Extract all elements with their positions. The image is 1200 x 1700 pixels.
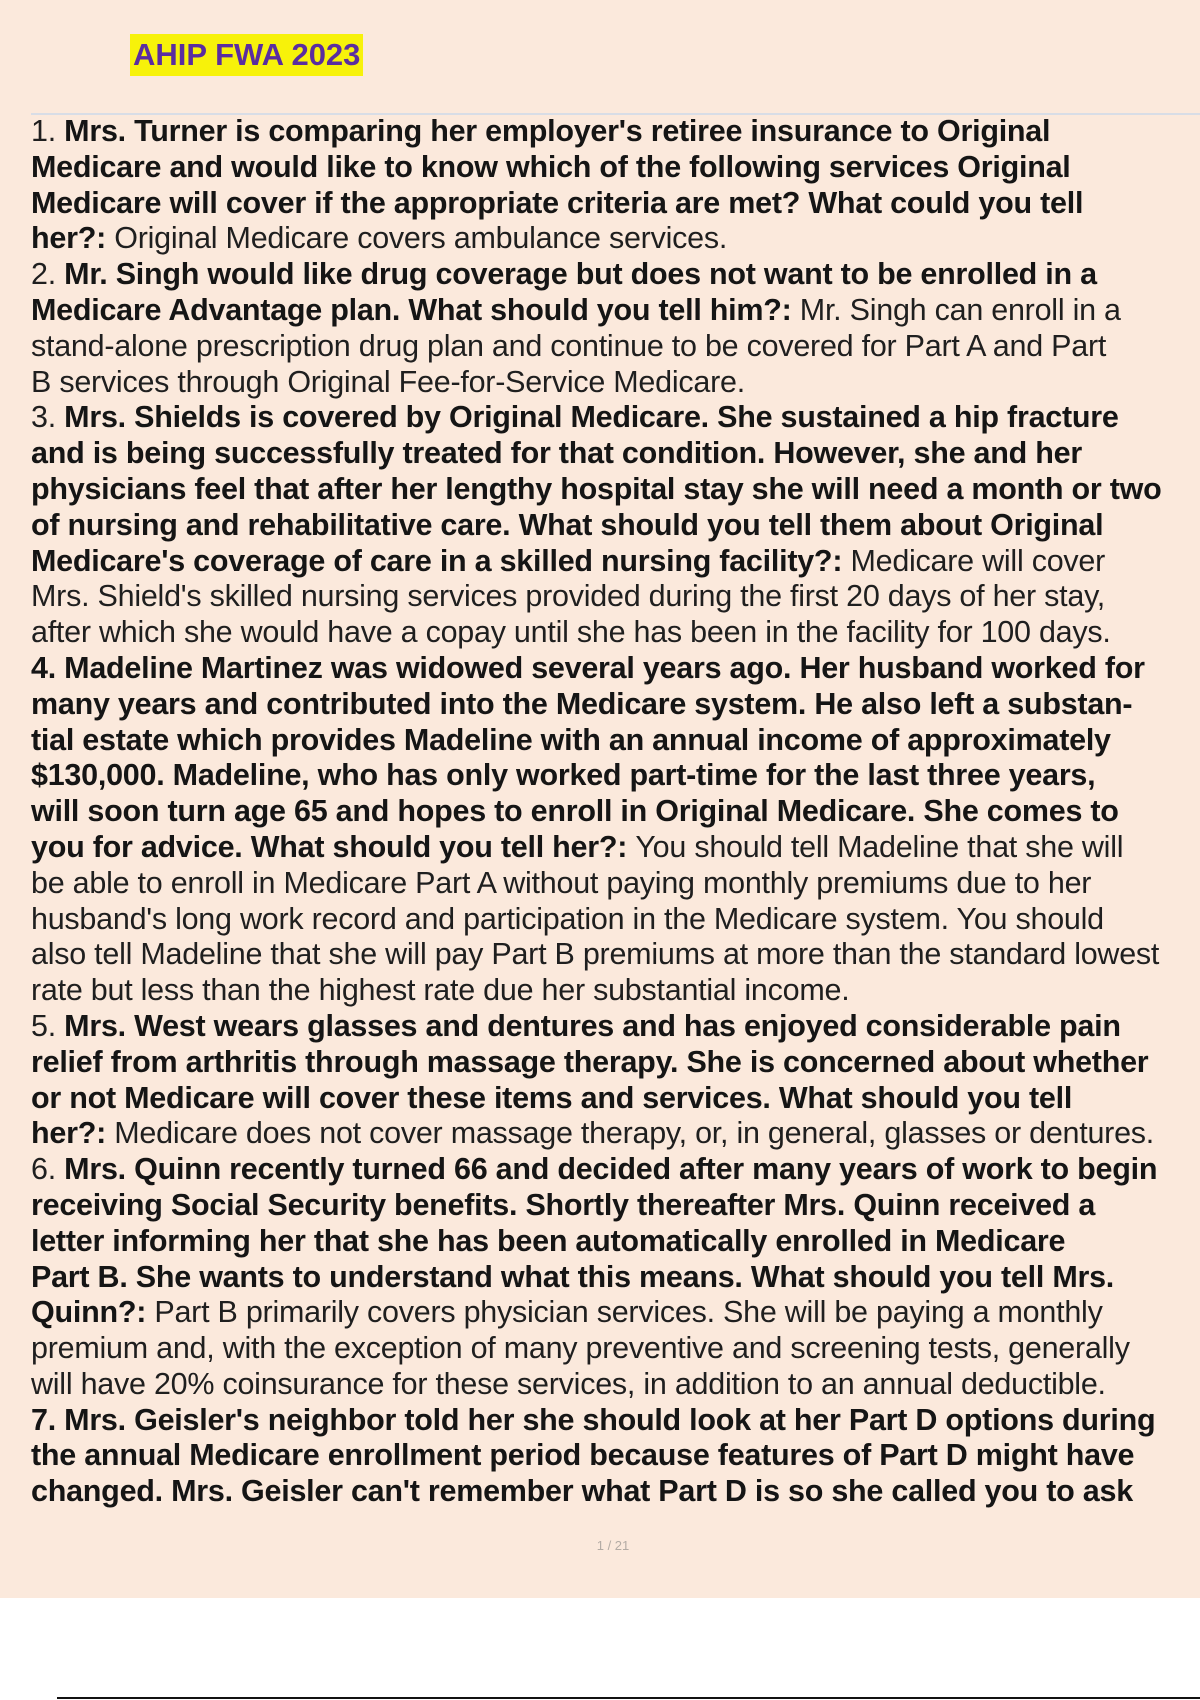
text-line <box>31 544 1200 580</box>
text-line <box>31 508 1200 544</box>
text-line <box>31 436 1200 472</box>
text-line <box>31 723 1200 759</box>
answer-text: premium and, with the exception of many preventive and screening tests, generally <box>31 1331 1130 1366</box>
answer-text: 5. <box>31 1008 65 1043</box>
text-line <box>31 1152 1200 1188</box>
question-text: receiving Social Security benefits. Shortly thereafter Mrs. Quinn received a <box>31 1187 1096 1222</box>
answer-text: rate but less than the highest rate due her substantial income. <box>31 973 850 1008</box>
text-line <box>31 1224 1200 1260</box>
question-text: the annual Medicare enrollment period because features of Part D might have <box>31 1438 1135 1473</box>
question-text: you for advice. What should you tell her?: <box>31 829 636 864</box>
question-text: Medicare and would like to know which of the following services Original <box>31 149 1071 184</box>
text-line <box>31 221 1200 257</box>
question-text: Mrs. Quinn recently turned 66 and decided after many years of work to begin <box>64 1152 1158 1187</box>
text-line <box>31 973 1200 1009</box>
question-text: 4. Madeline Martinez was widowed several years ago. Her husband worked for <box>31 650 1145 685</box>
answer-text: after which she would have a copay until she has been in the facility for 100 days. <box>31 615 1111 650</box>
text-line <box>31 1116 1200 1152</box>
question-text: $130,000. Madeline, who has only worked part-time for the last three years, <box>31 758 1096 793</box>
document-title: AHIP FWA 2023 <box>130 34 363 76</box>
text-line <box>31 1009 1200 1045</box>
text-line <box>31 1438 1200 1474</box>
question-text: will soon turn age 65 and hopes to enroll in Original Medicare. She comes to <box>31 794 1119 829</box>
text-line <box>31 1081 1200 1117</box>
question-text: Mrs. Turner is comparing her employer's retiree insurance to Original <box>64 114 1051 148</box>
question-text: Mrs. Shields is covered by Original Medicare. She sustained a hip fracture <box>64 400 1119 435</box>
answer-text: will have 20% coinsurance for these services, in addition to an annual deductible. <box>31 1366 1106 1401</box>
text-line <box>31 1188 1200 1224</box>
footer-divider <box>57 1697 1200 1699</box>
answer-text: 1. <box>31 114 65 148</box>
answer-text: Original Medicare covers ambulance services. <box>114 221 728 256</box>
text-line <box>31 1367 1200 1403</box>
answer-text: 6. <box>31 1152 65 1187</box>
answer-text: husband's long work record and participation in the Medicare system. You should <box>31 901 1104 936</box>
text-line <box>31 150 1200 186</box>
answer-text: be able to enroll in Medicare Part A without paying monthly premiums due to her <box>31 865 1092 900</box>
text-line <box>31 114 1200 150</box>
text-line <box>31 293 1200 329</box>
text-line <box>31 1295 1200 1331</box>
text-line <box>31 830 1200 866</box>
question-text: and is being successfully treated for that condition. However, she and her <box>31 436 1082 471</box>
question-text: Part B. She wants to understand what this means. What should you tell Mrs. <box>31 1259 1115 1294</box>
answer-text: stand-alone prescription drug plan and continue to be covered for Part A and Part <box>31 328 1107 363</box>
answer-text: Mr. Singh can enroll in a <box>799 292 1121 327</box>
text-line <box>31 687 1200 723</box>
question-text: Mr. Singh would like drug coverage but does not want to be enrolled in a <box>64 257 1097 292</box>
question-text: Medicare will cover if the appropriate criteria are met? What could you tell <box>31 185 1084 220</box>
text-line <box>31 1331 1200 1367</box>
text-line <box>31 866 1200 902</box>
text-line <box>31 472 1200 508</box>
text-line <box>31 365 1200 401</box>
question-text: Mrs. West wears glasses and dentures and has enjoyed considerable pain <box>64 1008 1121 1043</box>
text-line <box>31 579 1200 615</box>
text-line <box>31 651 1200 687</box>
text-line <box>31 1403 1200 1439</box>
answer-text: 3. <box>31 400 65 435</box>
text-line <box>31 1045 1200 1081</box>
text-line <box>31 257 1200 293</box>
question-text: her?: <box>31 1116 115 1151</box>
answer-text: Part B primarily covers physician services. She will be paying a monthly <box>154 1295 1103 1330</box>
answer-text: also tell Madeline that she will pay Part B premiums at more than the standard lowest <box>31 937 1160 972</box>
answer-text: You should tell Madeline that she will <box>635 829 1124 864</box>
answer-text: Medicare will cover <box>850 543 1106 578</box>
text-line <box>31 615 1200 651</box>
text-line <box>31 186 1200 222</box>
answer-text: Medicare does not cover massage therapy, or, in general, glasses or dentures. <box>114 1116 1155 1151</box>
text-line <box>31 902 1200 938</box>
text-line <box>31 937 1200 973</box>
question-text: or not Medicare will cover these items and services. What should you tell <box>31 1080 1073 1115</box>
question-text: 7. Mrs. Geisler's neighbor told her she should look at her Part D options during <box>31 1402 1156 1437</box>
question-text: her?: <box>31 221 115 256</box>
text-line <box>31 400 1200 436</box>
question-text: of nursing and rehabilitative care. What should you tell them about Original <box>31 507 1104 542</box>
page-indicator: 1 / 21 <box>596 1538 630 1553</box>
text-line <box>31 1474 1200 1510</box>
question-text: many years and contributed into the Medicare system. He also left a substan- <box>31 686 1133 721</box>
question-text: tial estate which provides Madeline with an annual income of approximately <box>31 722 1111 757</box>
text-line <box>31 1260 1200 1296</box>
text-line <box>31 758 1200 794</box>
question-text: Medicare's coverage of care in a skilled nursing facility?: <box>31 543 851 578</box>
question-answer-list <box>31 114 1200 1510</box>
text-line <box>31 794 1200 830</box>
question-text: changed. Mrs. Geisler can't remember what Part D is so she called you to ask <box>31 1474 1133 1509</box>
answer-text: B services through Original Fee-for-Service Medicare. <box>31 364 745 399</box>
question-text: Quinn?: <box>31 1295 155 1330</box>
answer-text: Mrs. Shield's skilled nursing services provided during the first 20 days of her stay, <box>31 579 1106 614</box>
question-text: physicians feel that after her lengthy hospital stay she will need a month or two <box>31 471 1162 506</box>
text-line <box>31 329 1200 365</box>
question-text: Medicare Advantage plan. What should you tell him?: <box>31 292 800 327</box>
question-text: letter informing her that she has been automatically enrolled in Medicare <box>31 1223 1066 1258</box>
question-text: relief from arthritis through massage therapy. She is concerned about whether <box>31 1044 1149 1079</box>
answer-text: 2. <box>31 257 65 292</box>
